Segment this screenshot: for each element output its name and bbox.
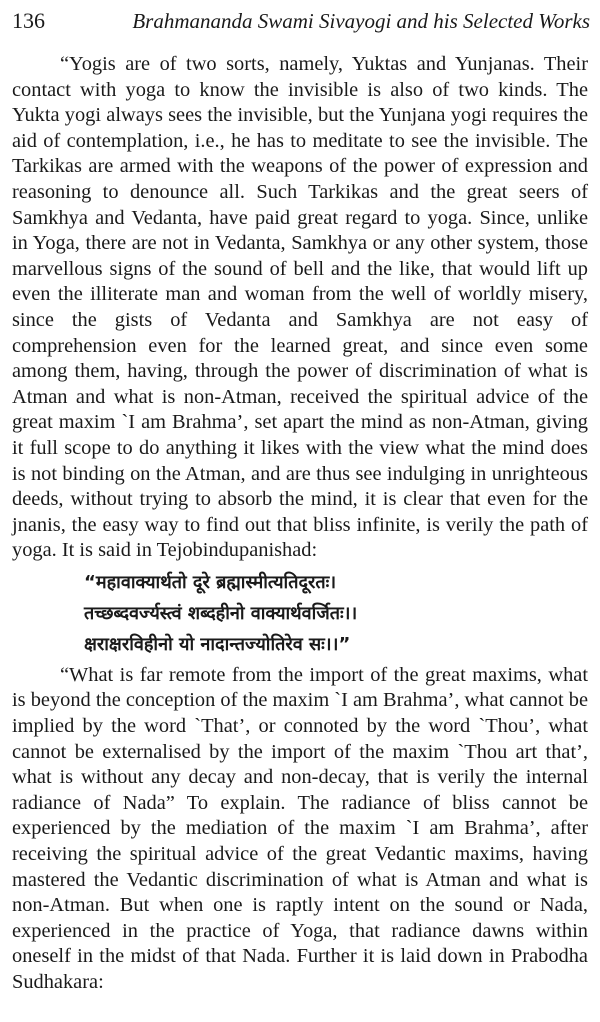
running-title: Brahmananda Swami Sivayogi and his Selected Works — [132, 9, 590, 33]
running-head — [12, 6, 590, 36]
verse-line-2: तच्छब्दवर्ज्यस्त्वं शब्दहीनो वाक्यार्थवर्जितः।। — [84, 602, 358, 624]
paragraph-far-remote: “What is far remote from the import of the great maxims, what is beyond the conception of the maxim `I am Brahma’, what cannot be implied by the word `That’, or connoted by the word `Thou’, what cannot be externalised by the import of the maxim `Thou art that’, what is without any decay and non-decay, that is verily the internal radiance of Nada” To explain. The radiance of bliss cannot be experienced by the mediation of the maxim `I am Brahma’, after receiving the spiritual advice of the great Vedantic maxims, having mastered the Vedantic discrimination of what is Atman and what is non-Atman. But when one is raptly intent on the sound or Nada, experienced in the practice of Yoga, that radiance dawns within oneself in the midst of that Nada. Further it is laid down in Prabodha Sudhakara: — [12, 663, 588, 993]
body-text — [12, 52, 588, 996]
verse-line-3: क्षराक्षरविहीनो यो नादान्तज्योतिरेव सः।।” — [84, 633, 351, 655]
page-number: 136 — [12, 8, 45, 33]
paragraph-yogis-two-sorts: “Yogis are of two sorts, namely, Yuktas and Yunjanas. Their contact with yoga to know the invisible is also of two kinds. The Yukta yogi always sees the invisible, but the Yunjana yogi requires the aid of contemplation, i.e., he has to meditate to see the invisible. The Tarkikas are armed with the weapons of the power of expression and reasoning to denounce all. Such Tarkikas and the great seers of Samkhya and Vedanta, have paid great regard to yoga. Since, unlike in Yoga, there are not in Vedanta, Samkhya or any other system, those marvellous signs of the sound of bell and the like, that would lift up even the illiterate man and woman from the well of worldly misery, since the gists of Vedanta and Samkhya are not easy of comprehension even for the learned great, and since even some among them, having, through the power of discrimination of what is Atman and what is non-Atman, received the spiritual advice of the great maxim `I am Brahma’, set apart the mind as non-Atman, giving it full scope to do anything it likes with the view what the mind does is not binding on the Atman, and are thus see indulging in unrighteous deeds, without trying to absorb the mind, it is clear that even for the jnanis, the easy way to find out that bliss infinite, is verily the path of yoga. It is said in Tejobindupanishad: — [12, 53, 588, 562]
sanskrit-verse — [84, 567, 588, 660]
verse-line-1: “महावाक्यार्थतो दूरे ब्रह्मास्मीत्यतिदूरतः। — [84, 571, 337, 593]
